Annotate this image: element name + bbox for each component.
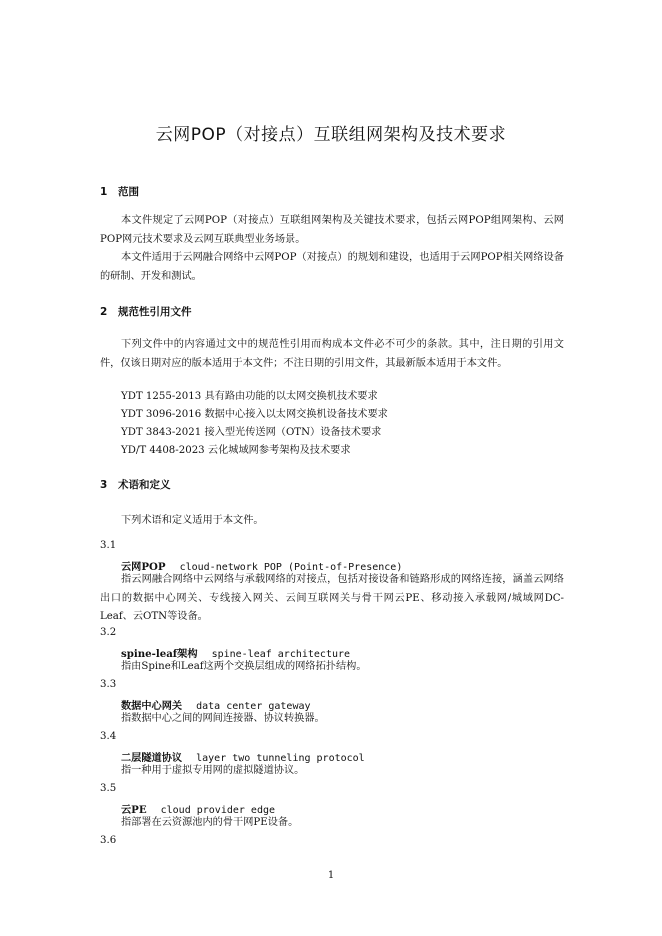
term-number: 3.1 (100, 540, 117, 551)
reference-item: YDT 1255-2013 具有路由功能的以太网交换机技术要求 (121, 391, 378, 402)
scope-paragraph-1: 本文件规定了云网POP（对接点）互联组网架构及关键技术要求，包括云网POP组网架构、云网POP网元技术要求及云网互联典型业务场景。 (100, 215, 564, 245)
section-title: 范围 (118, 186, 139, 198)
term-en: spine-leaf architecture (211, 649, 351, 660)
section-number: 2 (100, 306, 108, 318)
term-en: cloud provider edge (160, 805, 276, 816)
term-definition: 指云网融合网络中云网络与承载网络的对接点，包括对接设备和链路形成的网络连接，涵盖云网络出口的数据中心网关、专线接入网关、云间互联网关与骨干网云PE、移动接入承载网/城域网DC-Leaf、云OTN等设备。 (100, 574, 564, 622)
term-definition: 指数据中心之间的网间连接器、协议转换器。 (121, 713, 325, 724)
section-title: 术语和定义 (118, 479, 171, 491)
section-heading-1 (100, 184, 139, 199)
term-cn: 云网POP (121, 561, 166, 573)
section-heading-3 (100, 477, 171, 492)
term-number: 3.2 (100, 627, 117, 638)
term-en: layer two tunneling protocol (196, 753, 365, 764)
scope-paragraph-2: 本文件适用于云网融合网络中云网POP（对接点）的规划和建设，也适用于云网POP相关网络设备的研制、开发和测试。 (100, 252, 564, 282)
reference-item: YDT 3096-2016 数据中心接入以太网交换机设备技术要求 (121, 409, 388, 420)
term-cn: 二层隧道协议 (121, 752, 183, 764)
term-cn: spine-leaf架构 (121, 648, 198, 660)
section-number: 3 (100, 479, 108, 491)
section-heading-2 (100, 304, 192, 319)
reference-item: YD/T 4408-2023 云化城域网参考架构及技术要求 (121, 445, 351, 456)
term-number: 3.4 (100, 731, 117, 742)
term-number: 3.6 (100, 835, 117, 846)
term-number: 3.5 (100, 783, 117, 794)
term-cn: 云PE (121, 804, 147, 816)
reference-item: YDT 3843-2021 接入型光传送网（OTN）设备技术要求 (121, 427, 382, 438)
term-number: 3.3 (100, 679, 117, 690)
page-number: 1 (327, 870, 335, 881)
refs-intro-paragraph: 下列文件中的内容通过文中的规范性引用而构成本文件必不可少的条款。其中，注日期的引用文件，仅该日期对应的版本适用于本文件；不注日期的引用文件，其最新版本适用于本文件。 (100, 339, 564, 369)
terms-intro-paragraph: 下列术语和定义适用于本文件。 (121, 515, 264, 526)
section-number: 1 (100, 186, 108, 198)
term-en: data center gateway (196, 701, 311, 712)
section-title: 规范性引用文件 (118, 306, 192, 318)
term-definition: 指一种用于虚拟专用网的虚拟隧道协议。 (121, 765, 305, 776)
term-en: cloud-network POP (Point-of-Presence) (179, 562, 403, 573)
term-definition: 指由Spine和Leaf这两个交换层组成的网络拓扑结构。 (121, 661, 367, 672)
document-title: 云网POP（对接点）互联组网架构及技术要求 (155, 125, 507, 145)
term-cn: 数据中心网关 (121, 700, 183, 712)
term-definition: 指部署在云资源池内的骨干网PE设备。 (121, 817, 299, 828)
